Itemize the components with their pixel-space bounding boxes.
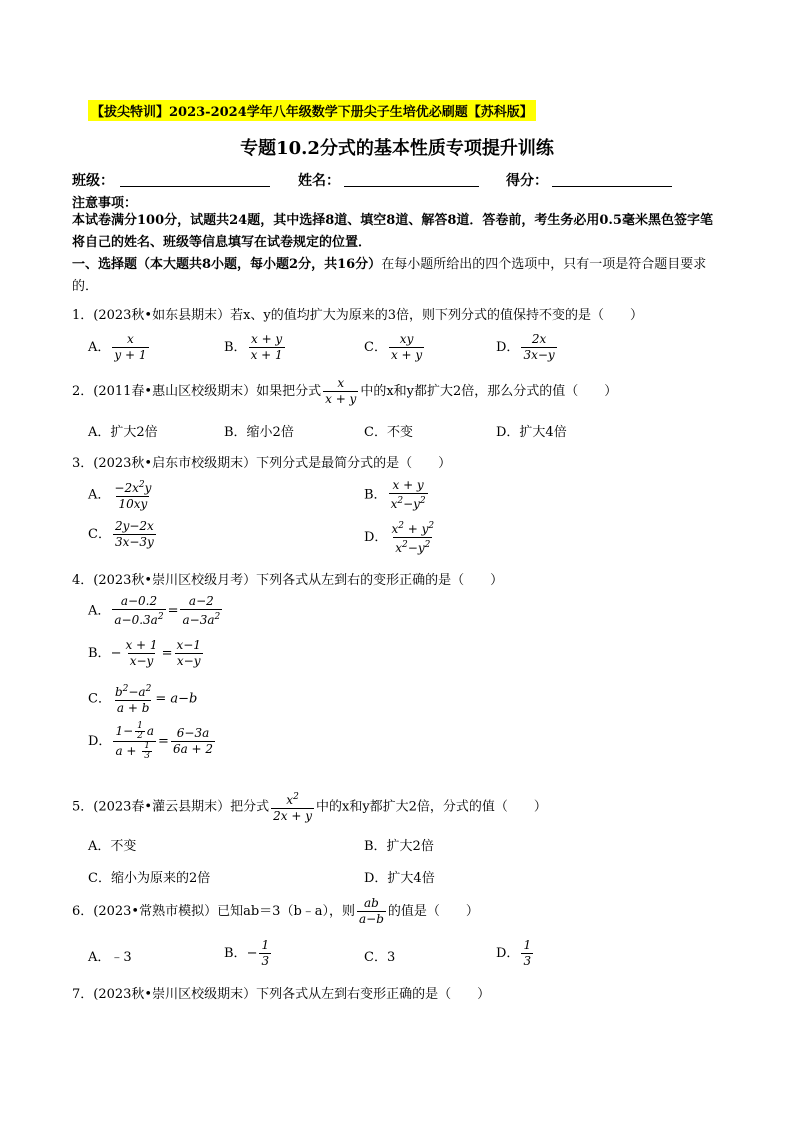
q6-option-b[interactable]: B．− $\frac{1}{3}$ (224, 938, 270, 968)
q4-option-a[interactable]: A． $\frac{a-0.2}{a-0.3a^2}$ = $\frac{a-2}{a-3a^2}$ (88, 594, 221, 627)
fraction: $\frac{b^2-a^2}{a + b}$ (114, 684, 152, 715)
q6-option-d-label: D． (496, 946, 520, 961)
q4-option-c[interactable]: C． $\frac{b^2-a^2}{a + b}$ = a−b (88, 684, 198, 715)
fraction: $\frac{xy}{x + y}$ (390, 332, 423, 362)
q4-option-d-label: D． (88, 734, 112, 749)
fraction: $\frac{1}{3}$ (523, 938, 532, 968)
q3-option-d[interactable] (364, 519, 438, 556)
q4-option-a-label: A． (88, 603, 111, 619)
fraction: $\frac{ab}{a-b}$ (359, 896, 384, 926)
fraction: $\frac{x^2 + y^2}{x^2-y^2}$ (391, 521, 435, 555)
q2-option-d[interactable]: D．扩大4倍 (496, 425, 567, 440)
q3-option-c[interactable] (88, 519, 158, 550)
question-3: 3．(2023秋•启东市校级期末）下列分式是最简分式的是（ ） (72, 456, 452, 471)
section-heading-rest: 在每小题所给出的四个选项中，只有一项是符合题目要求的． (72, 257, 707, 294)
q1-option-c[interactable] (364, 332, 426, 363)
fraction: $\frac{x + y}{x + 1}$ (250, 332, 283, 362)
q5-text-post: 中的x和y都扩大2倍，分式的值（ ） (315, 799, 547, 815)
q2-text-post: 中的x和y都扩大2倍，那么分式的值（ ） (360, 384, 618, 399)
q3-option-b[interactable] (364, 478, 430, 512)
fraction: $\frac{6-3a}{6a + 2}$ (172, 726, 214, 756)
fraction: $\frac{2y-2x}{3x-3y}$ (114, 519, 154, 549)
q5-option-d[interactable]: D．扩大4倍 (364, 871, 435, 886)
q1-option-d[interactable] (496, 332, 559, 363)
question-1: 1．(2023秋•如东县期末）若x、y的值均扩大为原来的3倍，则下列分式的值保持不变的是（ ） (72, 308, 644, 323)
q6-option-a[interactable]: A．﹣3 (88, 950, 132, 965)
fraction: $\frac{a-2}{a-3a^2}$ (182, 594, 221, 627)
fraction: 1− $\frac{1}{2}$ a a + $\frac{1}{3}$ (115, 721, 155, 761)
class-field[interactable] (120, 186, 270, 187)
q3-option-a[interactable] (88, 478, 155, 512)
series-banner: 【拔尖特训】2023-2024学年八年级数学下册尖子生培优必刷题【苏科版】 (88, 100, 536, 121)
q2-text-pre: 2．(2011春•惠山区校级期末）如果把分式 (72, 384, 322, 399)
q4-option-b[interactable]: B．− $\frac{x + 1}{x-y}$ = $\frac{x-1}{x-y}$ (88, 638, 201, 668)
question-4: 4．(2023秋•崇川区校级月考）下列各式从左到右的变形正确的是（ ） (72, 573, 504, 588)
q3-option-b-label: B． (364, 487, 387, 503)
q5-option-a[interactable]: A．不变 (88, 839, 137, 854)
q5-option-b[interactable]: B．扩大2倍 (364, 839, 434, 854)
q3-option-d-label: D． (364, 530, 388, 545)
q6-option-c[interactable]: C．3 (364, 950, 396, 965)
q6-option-d[interactable] (496, 938, 535, 969)
q1-option-d-label: D． (496, 340, 520, 355)
question-2 (72, 376, 617, 407)
notes-text: 本试卷满分100分，试题共24题，其中选择8道、填空8道、解答8道．答卷前，考生务必用0.5毫米黑色签字笔将自己的姓名、班级等信息填写在试卷规定的位置． (72, 213, 713, 250)
page-title: 专题10.2分式的基本性质专项提升训练 (240, 138, 554, 159)
q1-option-a[interactable] (88, 332, 151, 363)
fraction: $\frac{x + 1}{x-y}$ (125, 638, 158, 668)
q1-option-a-label: A． (88, 340, 111, 355)
q1-option-b[interactable] (224, 332, 287, 363)
q6-text-post: 的值是（ ） (387, 904, 479, 919)
name-label: 姓名： (298, 173, 340, 189)
q1-option-c-label: C． (364, 340, 387, 355)
q4-option-c-label: C． (88, 691, 111, 707)
fraction: $\frac{x + y}{x^2-y^2}$ (390, 478, 426, 511)
q2-option-b[interactable]: B．缩小2倍 (224, 425, 294, 440)
fraction: $\frac{-2x^2y}{10xy}$ (114, 480, 152, 511)
question-7: 7．(2023秋•崇川区校级期末）下列各式从左到右变形正确的是（ ） (72, 987, 491, 1002)
q5-text-pre: 5．(2023春•灌云县期末）把分式 (72, 799, 270, 815)
q5-option-c[interactable]: C．缩小为原来的2倍 (88, 871, 211, 886)
q4-option-b-label: B． (88, 646, 111, 661)
score-label: 得分： (506, 173, 548, 189)
fraction: $\frac{2x}{3x-y}$ (523, 332, 555, 362)
fraction: $\frac{x}{x + y}$ (325, 376, 357, 406)
name-field[interactable] (344, 186, 479, 187)
question-5 (72, 790, 547, 824)
q3-option-a-label: A． (88, 487, 111, 503)
question-6 (72, 896, 479, 927)
score-field[interactable] (552, 186, 672, 187)
fraction: $\frac{x-1}{x-y}$ (176, 638, 201, 668)
q6-option-b-label: B． (224, 946, 247, 961)
q6-text-pre: 6．(2023•常熟市模拟）已知ab＝3（b﹣a），则 (72, 904, 356, 919)
q2-option-a[interactable]: A．扩大2倍 (88, 425, 158, 440)
fraction: $\frac{1}{3}$ (261, 938, 270, 968)
fraction: $\frac{x^2}{2x + y}$ (273, 792, 312, 823)
q4-option-d[interactable]: D． 1− $\frac{1}{2}$ a a + $\frac{1}{3}$ = $\frac{6-3a}{6a + 2}$ (88, 721, 214, 761)
notes-heading: 注意事项： (72, 196, 138, 211)
q1-option-b-label: B． (224, 340, 247, 355)
q3-option-c-label: C． (88, 527, 111, 542)
fraction: $\frac{a-0.2}{a-0.3a^2}$ (114, 594, 164, 627)
section-heading (72, 254, 722, 298)
class-label: 班级： (72, 173, 114, 189)
section-heading-bold: 一、选择题（本大题共8小题，每小题2分，共16分） (72, 257, 382, 272)
q2-option-c[interactable]: C．不变 (364, 425, 413, 440)
fraction: $\frac{x}{y + 1}$ (114, 332, 147, 362)
